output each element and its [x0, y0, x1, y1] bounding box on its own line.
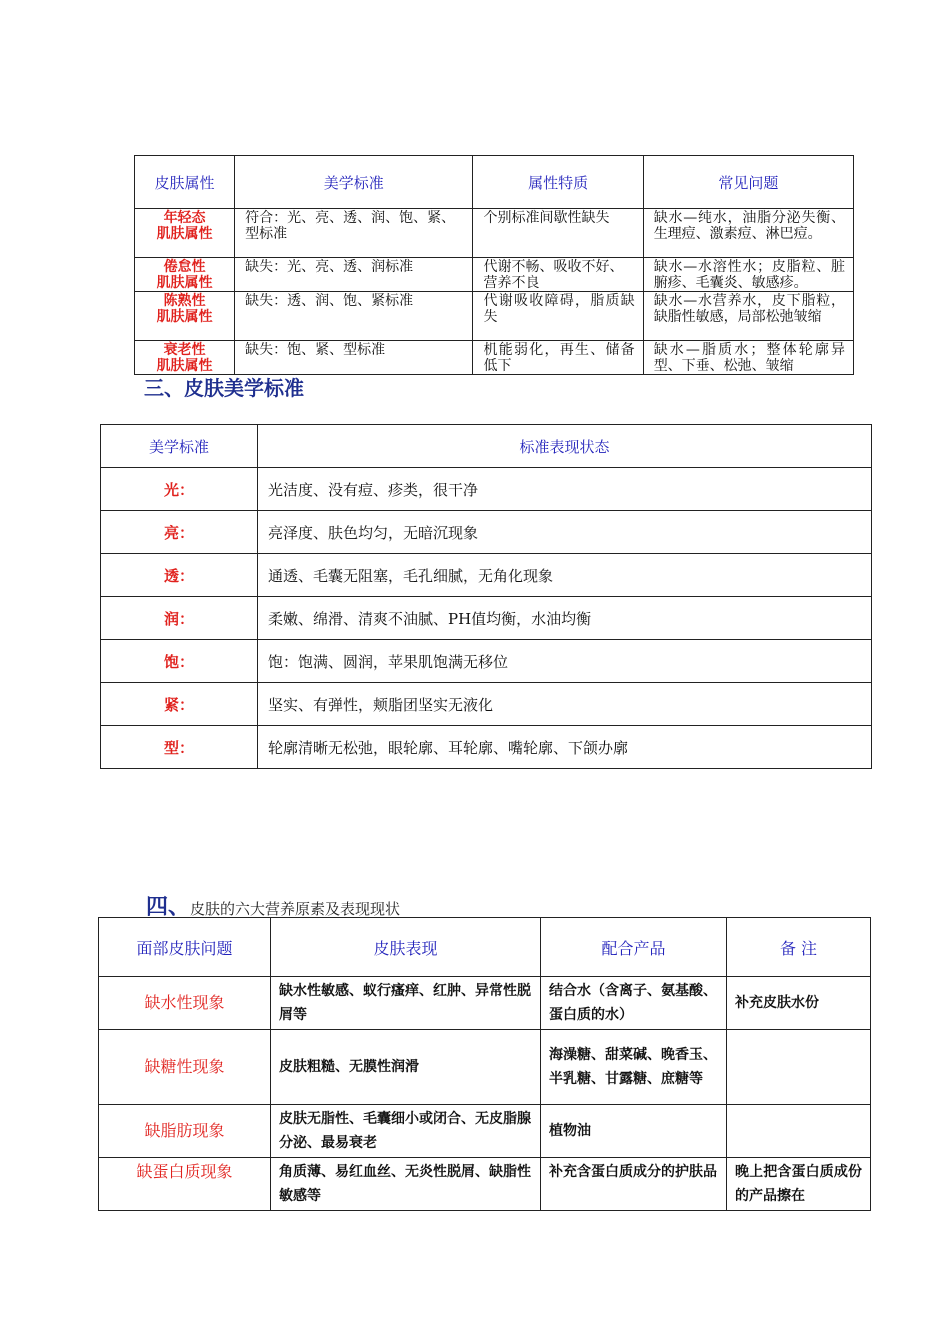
attribute-label: 年轻态 肌肤属性 — [156, 210, 213, 242]
problem-cell: 缺水性现象 — [99, 977, 271, 1030]
table-header-row — [101, 425, 872, 468]
symptom-cell: 角质薄、易红血丝、无炎性脱屑、缺脂性敏感等 — [271, 1158, 541, 1211]
standard-cell: 缺失：光、亮、透、润标准 — [235, 258, 473, 292]
attribute-cell — [135, 258, 235, 292]
attribute-cell — [135, 341, 235, 375]
product-cell: 补充含蛋白质成分的护肤品 — [541, 1158, 727, 1211]
standard-key: 型： — [101, 726, 258, 769]
header-facial-problem: 面部皮肤问题 — [99, 918, 271, 977]
problem-cell: 缺水—水溶性水；皮脂粒、脏腑疹、毛囊炎、敏感疹。 — [643, 258, 853, 292]
standard-value: 光洁度、没有痘、疹类，很干净 — [258, 468, 872, 511]
standard-key: 光： — [101, 468, 258, 511]
attribute-label: 倦怠性 肌肤属性 — [156, 259, 213, 291]
attribute-cell — [135, 292, 235, 341]
standard-value: 亮泽度、肤色均匀，无暗沉现象 — [258, 511, 872, 554]
header-skin-attribute: 皮肤属性 — [135, 156, 235, 209]
table-header-row — [99, 918, 871, 977]
note-cell: 晚上把含蛋白质成份的产品擦在 — [727, 1158, 871, 1211]
note-cell: 补充皮肤水份 — [727, 977, 871, 1030]
note-cell — [727, 1030, 871, 1105]
table-row — [135, 258, 854, 292]
nutrition-table — [98, 917, 871, 1211]
table-row — [99, 1030, 871, 1105]
section-4-subtitle: 皮肤的六大营养原素及表现现状 — [190, 900, 401, 918]
table-row — [101, 511, 872, 554]
table-row — [99, 977, 871, 1030]
problem-cell: 缺水—水营养水，皮下脂粒，缺脂性敏感，局部松弛皱缩 — [643, 292, 853, 341]
attribute-label: 衰老性 肌肤属性 — [156, 342, 213, 374]
symptom-cell: 缺水性敏感、蚁行瘙痒、红肿、异常性脱屑等 — [271, 977, 541, 1030]
skin-attribute-table — [134, 155, 854, 375]
standard-value: 轮廓清晰无松弛，眼轮廓、耳轮廓、嘴轮廓、下颌办廓 — [258, 726, 872, 769]
header-standard-state: 标准表现状态 — [258, 425, 872, 468]
header-aesthetic-standard: 美学标准 — [235, 156, 473, 209]
product-cell: 海澡糖、甜菜碱、晚香玉、半乳糖、甘露糖、庶糖等 — [541, 1030, 727, 1105]
product-cell: 结合水（含离子、氨基酸、蛋白质的水） — [541, 977, 727, 1030]
standard-value: 通透、毛囊无阻塞，毛孔细腻，无角化现象 — [258, 554, 872, 597]
header-attribute-trait: 属性特质 — [473, 156, 643, 209]
problem-cell: 缺水—脂质水；整体轮廓异型、下垂、松弛、皱缩 — [643, 341, 853, 375]
standard-value: 坚实、有弹性，颊脂团坚实无液化 — [258, 683, 872, 726]
table-header-row — [135, 156, 854, 209]
problem-cell: 缺糖性现象 — [99, 1030, 271, 1105]
standard-key: 润： — [101, 597, 258, 640]
standard-key: 饱： — [101, 640, 258, 683]
header-product: 配合产品 — [541, 918, 727, 977]
table-row — [135, 341, 854, 375]
trait-cell: 个别标准间歇性缺失 — [473, 209, 643, 258]
standard-key: 紧： — [101, 683, 258, 726]
aesthetic-standard-table — [100, 424, 872, 769]
symptom-cell: 皮肤粗糙、无膜性润滑 — [271, 1030, 541, 1105]
header-note: 备 注 — [727, 918, 871, 977]
table-row — [101, 597, 872, 640]
problem-cell: 缺水—纯水，油脂分泌失衡、生理痘、激素痘、淋巴痘。 — [643, 209, 853, 258]
header-common-problem: 常见问题 — [643, 156, 853, 209]
table-row — [99, 1105, 871, 1158]
attribute-cell — [135, 209, 235, 258]
table-row — [135, 209, 854, 258]
standard-cell: 缺失：饱、紧、型标准 — [235, 341, 473, 375]
standard-cell: 缺失：透、润、饱、紧标准 — [235, 292, 473, 341]
product-cell: 植物油 — [541, 1105, 727, 1158]
table-row — [101, 683, 872, 726]
table-row — [101, 640, 872, 683]
symptom-cell: 皮肤无脂性、毛囊细小或闭合、无皮脂腺分泌、最易衰老 — [271, 1105, 541, 1158]
standard-key: 透： — [101, 554, 258, 597]
header-aesthetic-standard: 美学标准 — [101, 425, 258, 468]
standard-value: 柔嫩、绵滑、清爽不油腻、PH值均衡，水油均衡 — [258, 597, 872, 640]
table-row — [135, 292, 854, 341]
trait-cell: 机能弱化，再生、储备低下 — [473, 341, 643, 375]
table-row — [101, 468, 872, 511]
section-3-title: 三、皮肤美学标准 — [144, 376, 304, 400]
table-row — [99, 1158, 871, 1211]
note-cell — [727, 1105, 871, 1158]
standard-key: 亮： — [101, 511, 258, 554]
section-4-number: 四、 — [146, 895, 191, 920]
problem-cell: 缺蛋白质现象 — [99, 1158, 271, 1211]
standard-value: 饱：饱满、圆润，苹果肌饱满无移位 — [258, 640, 872, 683]
problem-cell: 缺脂肪现象 — [99, 1105, 271, 1158]
trait-cell: 代谢吸收障碍，脂质缺失 — [473, 292, 643, 341]
attribute-label: 陈熟性 肌肤属性 — [156, 293, 213, 325]
header-skin-symptom: 皮肤表现 — [271, 918, 541, 977]
table-row — [101, 554, 872, 597]
standard-cell: 符合：光、亮、透、润、饱、紧、型标准 — [235, 209, 473, 258]
table-row — [101, 726, 872, 769]
trait-cell: 代谢不畅、吸收不好、营养不良 — [473, 258, 643, 292]
